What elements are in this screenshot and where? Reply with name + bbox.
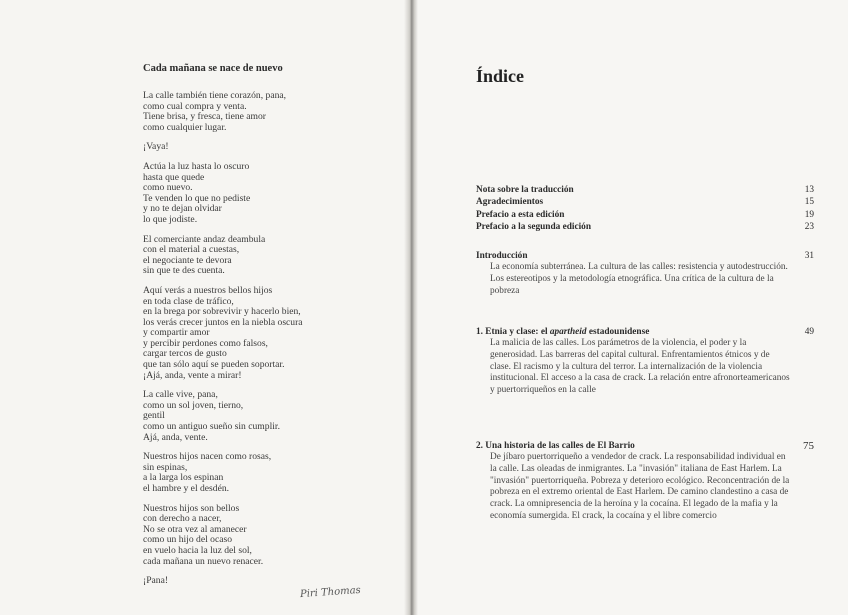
poem-line: ¡Pana!	[143, 575, 169, 587]
toc-label: Prefacio a la segunda edición	[476, 222, 592, 233]
label-suffix: estadounidense	[586, 327, 650, 337]
right-page	[418, 0, 848, 615]
poem-line: Ajá, anda, vente.	[143, 431, 208, 443]
entry-heading	[476, 440, 816, 452]
poem-stanza	[143, 162, 403, 226]
poem-title: Cada mañana se nace de nuevo	[143, 63, 283, 74]
toc-entry-chapter-1[interactable]	[476, 326, 816, 397]
poem-line: ¡Ajá, anda, vente a mirar!	[143, 369, 242, 381]
index-title: Índice	[476, 66, 525, 86]
poem-line: La calle también tiene corazón, pana,	[143, 90, 287, 101]
toc-label: Nota sobre la traducción	[476, 185, 574, 195]
poem-line: en toda clase de tráfico,	[143, 295, 234, 307]
entry-description: La malicia de las calles. Los parámetros de la violencia, el poder y la generosidad. Las barreras del capital cultural. Enfrentamientos étnicos y de clase. El racismo y la cultura del terror. La internalización de la violencia institucional. El acceso a la casa de crack. La relación entre afronorteamericanos y puertorriqueños en la calle	[490, 338, 790, 396]
poem-line: como un hijo del ocaso	[143, 534, 232, 546]
poem-line: Nuestros hijos nacen como rosas,	[143, 451, 272, 463]
poem-line: en vuelo hacia la luz del sol,	[143, 544, 252, 556]
toc-row-translation-note[interactable]	[476, 184, 816, 196]
poem-line: lo que jodiste.	[143, 213, 198, 225]
toc-row-preface-this-edition[interactable]	[476, 209, 816, 221]
poem-line: que tan sólo aquí se pueden soportar.	[143, 359, 285, 371]
author-signature: Piri Thomas	[299, 584, 362, 601]
toc-page-number: 31	[804, 251, 814, 261]
poem-line: Tiene brisa, y fresca, tiene amor	[143, 111, 266, 123]
poem-line: El comerciante andaz deambula	[143, 233, 266, 245]
toc-page-number: 75	[803, 440, 814, 452]
poem-line: Aquí verás a nuestros bellos hijos	[143, 284, 273, 296]
poem-line: Te venden lo que no pediste	[143, 192, 251, 204]
poem-line: el hambre y el desdén.	[143, 483, 230, 494]
poem-line: hasta que quede	[143, 171, 205, 183]
toc-entry-chapter-2[interactable]	[476, 440, 816, 523]
poem-stanza	[143, 452, 403, 494]
poem-stanza	[143, 576, 403, 587]
toc-page-number: 15	[804, 197, 814, 208]
poem-line: y no te dejan olvidar	[143, 203, 222, 215]
left-page	[0, 0, 411, 615]
poem	[143, 63, 403, 596]
poem-line: y percibir perdones como falsos,	[143, 337, 268, 349]
poem-line: La calle vive, pana,	[143, 389, 218, 401]
label-prefix: 1. Etnia y clase: el	[476, 327, 550, 337]
poem-line: Nuestros hijos son bellos	[143, 502, 240, 514]
front-matter-list	[476, 184, 816, 234]
poem-line: como cualquier lugar.	[143, 121, 227, 133]
entry-heading	[476, 250, 816, 262]
poem-line: como cual compra y venta.	[143, 100, 247, 112]
toc-label: Agradecimientos	[476, 197, 544, 208]
poem-line: cargar tercos de gusto	[143, 348, 227, 360]
poem-stanzas	[143, 91, 403, 587]
toc-page-number: 23	[804, 222, 814, 233]
poem-stanza	[143, 142, 403, 153]
toc-page-number: 49	[804, 327, 814, 337]
toc-label: Prefacio a esta edición	[476, 209, 565, 220]
poem-line: Actúa la luz hasta lo oscuro	[143, 160, 250, 172]
poem-line: como un sol joven, tierno,	[143, 399, 244, 411]
book-gutter	[404, 0, 418, 615]
poem-stanza	[143, 286, 403, 381]
toc-label: 2. Una historia de las calles de El Barrio	[476, 441, 635, 451]
poem-line: como un antiguo sueño sin cumplir.	[143, 421, 280, 433]
poem-line: No se otra vez al amanecer	[143, 523, 247, 535]
poem-stanza	[143, 91, 403, 133]
toc-label: Introducción	[476, 251, 528, 261]
poem-line: sin espinas,	[143, 461, 188, 473]
poem-line: en la brega por sobrevivir y hacerlo bien,	[143, 306, 301, 318]
poem-line: sin que te des cuenta.	[143, 265, 225, 277]
toc-page-number: 19	[804, 209, 814, 220]
toc-row-preface-second-edition[interactable]	[476, 221, 816, 233]
poem-line: con el material a cuestas,	[143, 244, 240, 256]
entry-description: La economía subterránea. La cultura de las calles: resistencia y autodestrucción. Los estereotipos y la metodología etnográfica. Una crítica de la cultura de la pobreza	[490, 262, 788, 296]
poem-line: los verás crecer juntos en la niebla oscura	[143, 316, 303, 328]
poem-stanza	[143, 504, 403, 568]
poem-line: el negociante te devora	[143, 254, 232, 266]
toc-page-number: 13	[804, 185, 814, 195]
toc-row-acknowledgements[interactable]	[476, 196, 816, 208]
poem-stanza	[143, 235, 403, 277]
label-italic: apartheid	[549, 327, 587, 337]
poem-line: y compartir amor	[143, 327, 210, 339]
toc-entry-introduction[interactable]	[476, 250, 816, 297]
poem-line: gentil	[143, 410, 165, 422]
poem-line: cada mañana un nuevo renacer.	[143, 555, 264, 567]
entry-heading	[476, 326, 816, 338]
entry-description: De jíbaro puertorriqueño a vendedor de crack. La responsabilidad individual en la calle. Las oleadas de inmigrantes. La "invasión" italiana de East Harlem. La "invasión" puertorriqueña. Pobreza y deterioro ecológico. Reconcentración de la pobreza en el extremo oriental de East Harlem. De camino clandestino a casa de crack. La omnipresencia de la heroína y la cocaína. El legado de la mafia y la economía sumergida. El crack, la cocaína y el libre comercio	[490, 452, 790, 521]
poem-line: ¡Vaya!	[143, 141, 169, 153]
poem-line: con derecho a nacer,	[143, 513, 222, 525]
poem-line: a la larga los espinan	[143, 472, 224, 484]
poem-line: como nuevo.	[143, 182, 193, 194]
toc-label	[476, 327, 649, 337]
poem-stanza	[143, 390, 403, 443]
